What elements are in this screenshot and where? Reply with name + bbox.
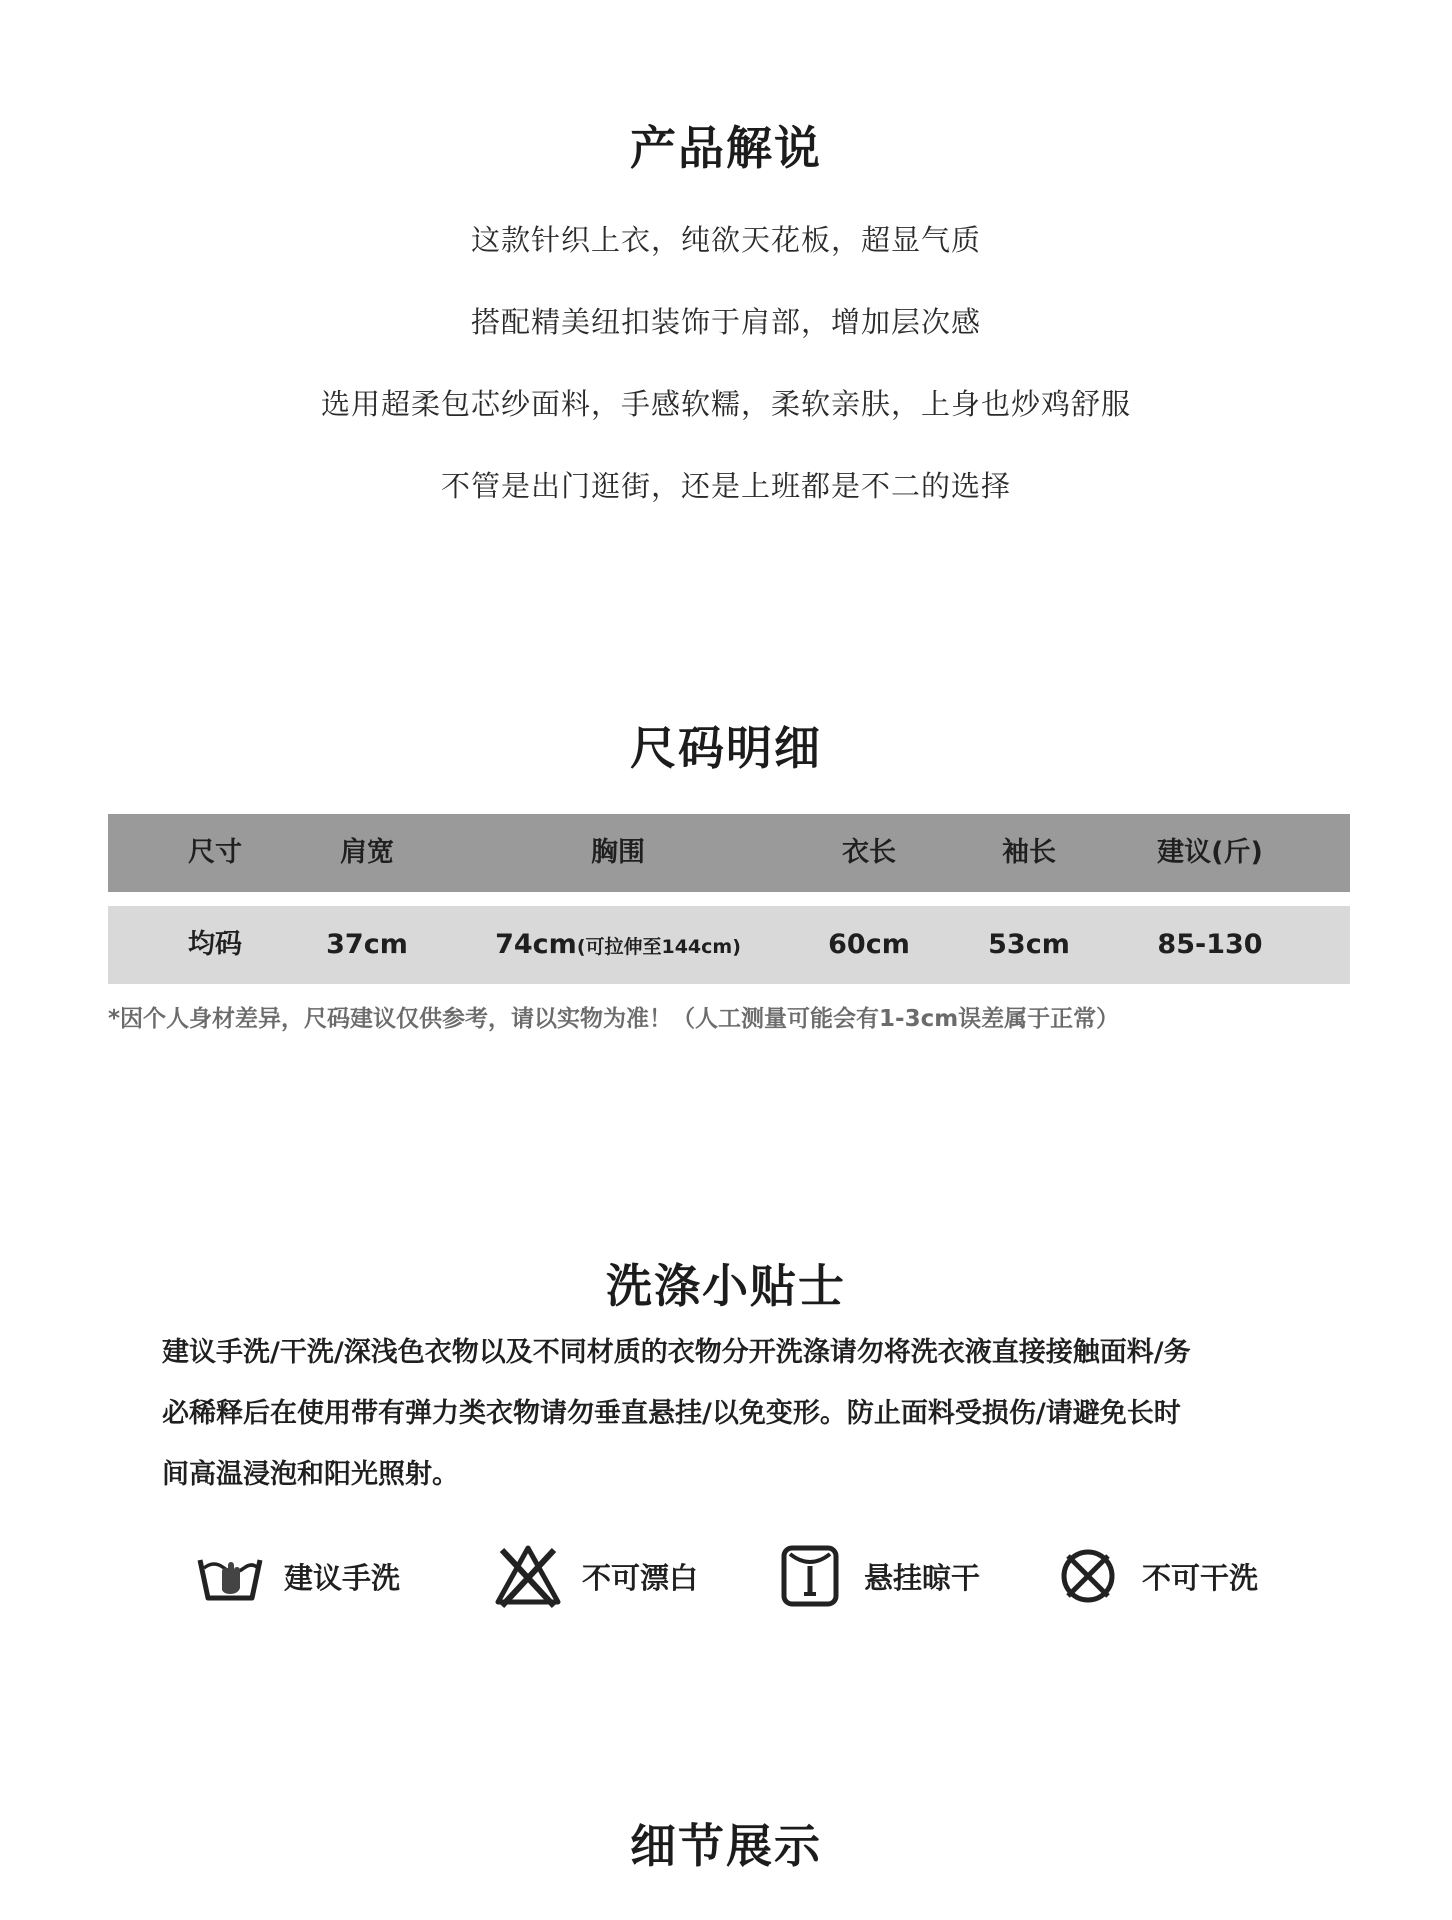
product-section-title: 产品解说 [630,121,822,175]
product-desc-line: 这款针织上衣，纯欲天花板，超显气质 [470,223,981,257]
care-item-hang-dry [774,1540,980,1612]
product-desc-line: 搭配精美纽扣装饰于肩部，增加层次感 [470,305,981,339]
header-shoulder: 肩宽 [340,837,394,868]
care-label: 悬挂晾干 [864,1560,981,1595]
cell-weight: 85-130 [1157,929,1263,960]
size-table-header [108,814,1350,892]
cell-length: 60cm [828,929,910,960]
cell-shoulder: 37cm [326,929,408,960]
size-table-row [108,906,1350,984]
hand-wash-icon [194,1540,266,1612]
cell-chest-note: (可拉伸至144cm) [576,936,741,958]
care-label: 不可漂白 [582,1560,699,1595]
washing-text-line: 建议手洗/干洗/深浅色衣物以及不同材质的衣物分开洗涤请勿将洗衣液直接接触面料/务 [162,1337,1191,1368]
header-size: 尺寸 [188,837,242,868]
size-note: *因个人身材差异，尺码建议仅供参考，请以实物为准！（人工测量可能会有1-3cm误差属于正常） [108,1006,1120,1032]
no-dry-clean-icon [1052,1540,1124,1612]
care-label: 建议手洗 [284,1560,401,1595]
cell-chest [478,906,758,984]
header-weight: 建议(斤) [1157,837,1263,868]
hang-dry-icon [774,1540,846,1612]
product-desc-line: 不管是出门逛街，还是上班都是不二的选择 [440,469,1011,503]
details-section-title: 细节展示 [630,1819,822,1873]
care-label: 不可干洗 [1142,1560,1259,1595]
washing-text-line: 间高温浸泡和阳光照射。 [162,1459,459,1490]
header-chest: 胸围 [591,837,645,868]
cell-size: 均码 [188,929,242,960]
washing-section-title: 洗涤小贴士 [606,1259,846,1313]
cell-sleeve: 53cm [988,929,1070,960]
cell-chest-value: 74cm [495,929,577,960]
washing-text-line: 必稀释后在使用带有弹力类衣物请勿垂直悬挂/以免变形。防止面料受损伤/请避免长时 [162,1398,1181,1429]
care-item-no-bleach [492,1540,698,1612]
header-length: 衣长 [842,837,896,868]
header-sleeve: 袖长 [1002,837,1056,868]
no-bleach-icon [492,1540,564,1612]
product-desc-line: 选用超柔包芯纱面料，手感软糯，柔软亲肤，上身也炒鸡舒服 [320,387,1131,421]
size-section-title: 尺码明细 [630,721,822,775]
care-item-hand-wash [194,1540,400,1612]
care-item-no-dry-clean [1052,1540,1258,1612]
